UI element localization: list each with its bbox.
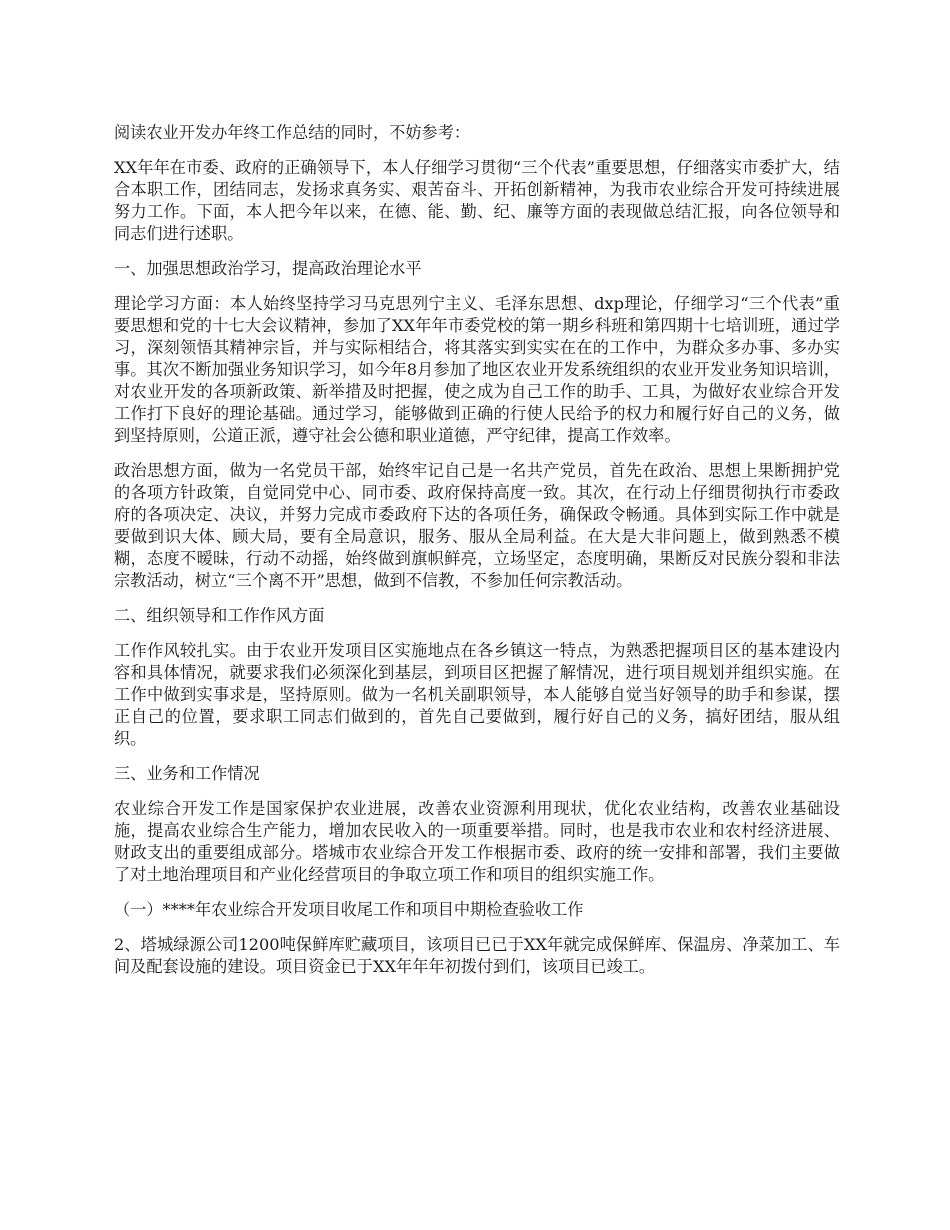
paragraph-political-thought: 政治思想方面，做为一名党员干部，始终牢记自己是一名共产党员，首先在政治、思想上果断拥护党的各项方针政策，自觉同党中心、同市委、政府保持高度一致。其次，在行动上仔细贯彻执行市委政府的各项决定、决议，并努力完成市委政府下达的各项任务，确保政令畅通。具体到实际工作中就是要做到识大体、顾大局，要有全局意识，服务、服从全局利益。在大是大非问题上，做到熟悉不模糊，态度不暧昧，行动不动摇，始终做到旗帜鲜亮，立场坚定，态度明确，果断反对民族分裂和非法宗教活动，树立“三个离不开”思想，做到不信教，不参加任何宗教活动。 <box>114 461 840 590</box>
section-heading-3: 三、业务和工作情况 <box>114 764 260 783</box>
intro-paragraph: 阅读农业开发办年终工作总结的同时，不妨参考： <box>114 123 471 142</box>
paragraph-business-work: 农业综合开发工作是国家保护农业进展，改善农业资源利用现状，优化农业结构，改善农业基础设施，提高农业综合生产能力，增加农民收入的一项重要举措。同时，也是我市农业和农村经济进展、财政支出的重要组成部分。塔城市农业综合开发工作根据市委、政府的统一安排和部署，我们主要做了对土地治理项目和产业化经营项目的争取立项工作和项目的组织实施工作。 <box>114 799 840 884</box>
paragraph-theory-study: 理论学习方面：本人始终坚持学习马克思列宁主义、毛泽东思想、dxp理论，仔细学习“三个代表”重要思想和党的十七大会议精神，参加了XX年年市委党校的第一期乡科班和第四期十七培训班，通过学习，深刻领悟其精神宗旨，并与实际相结合，将其落实到实实在在的工作中，为群众多办事、多办实事。其次不断加强业务知识学习，如今年8月参加了地区农业开发系统组织的农业开发业务知识培训，对农业开发的各项新政策、新举措及时把握，使之成为自己工作的助手、工具，为做好农业综合开发工作打下良好的理论基础。通过学习，能够做到正确的行使人民给予的权力和履行好自己的义务，做到坚持原则，公道正派，遵守社会公德和职业道德，严守纪律，提高工作效率。 <box>114 294 840 445</box>
paragraph-summary: XX年年在市委、政府的正确领导下，本人仔细学习贯彻“三个代表”重要思想，仔细落实市委扩大，结合本职工作，团结同志，发扬求真务实、艰苦奋斗、开拓创新精神，为我市农业综合开发可持续进展努力工作。下面，本人把今年以来，在德、能、勤、纪、廉等方面的表现做总结汇报，向各位领导和同志们进行述职。 <box>114 158 840 243</box>
section-heading-2: 二、组织领导和工作作风方面 <box>114 606 325 625</box>
paragraph-project-item-2: 2、塔城绿源公司1200吨保鲜库贮藏项目，该项目已已于XX年就完成保鲜库、保温房、净菜加工、车间及配套设施的建设。项目资金已于XX年年年初拨付到们，该项目已竣工。 <box>114 935 840 976</box>
section-heading-1: 一、加强思想政治学习，提高政治理论水平 <box>114 259 422 278</box>
subsection-heading-1: （一）****年农业综合开发项目收尾工作和项目中期检查验收工作 <box>114 900 584 919</box>
document-page <box>114 122 840 991</box>
paragraph-work-style: 工作作风较扎实。由于农业开发项目区实施地点在各乡镇这一特点，为熟悉把握项目区的基本建设内容和具体情况，就要求我们必须深化到基层，到项目区把握了解情况，进行项目规划并组织实施。在工作中做到实事求是，坚持原则。做为一名机关副职领导，本人能够自觉当好领导的助手和参谋，摆正自己的位置，要求职工同志们做到的，首先自己要做到，履行好自己的义务，搞好团结，服从组织。 <box>114 641 840 748</box>
